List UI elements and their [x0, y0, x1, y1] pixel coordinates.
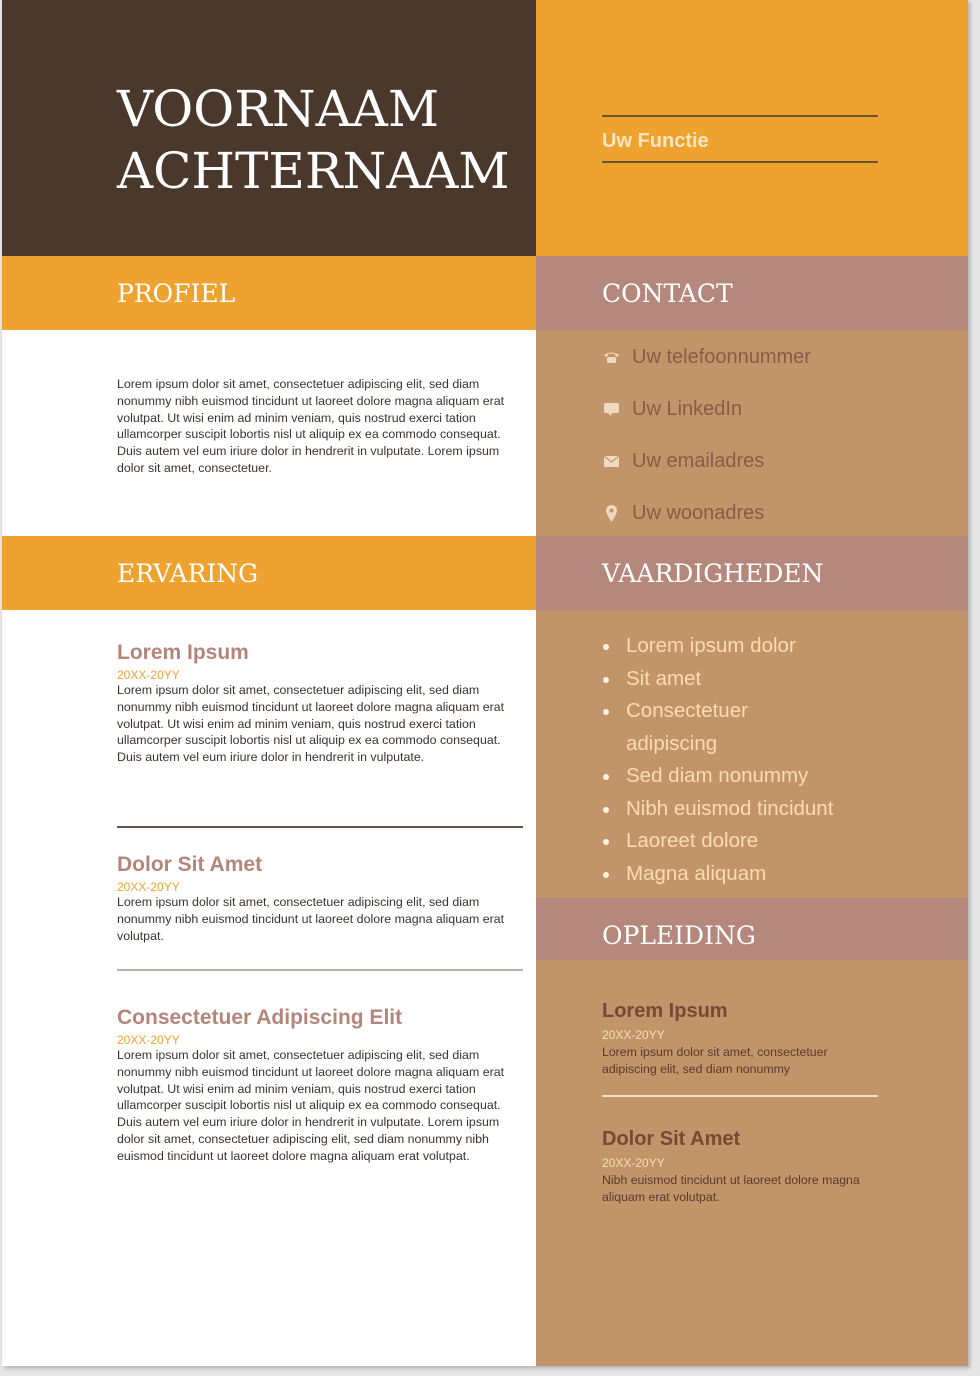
- contact-linkedin-text: Uw LinkedIn: [632, 398, 743, 420]
- contact-email-text: Uw emailadres: [632, 450, 765, 472]
- education-item-text: Lorem ipsum dolor sit amet, consectetuer adipiscing elit, sed diam nonummy: [602, 1045, 828, 1076]
- skills-list: [602, 630, 892, 890]
- experience-item-text: Lorem ipsum dolor sit amet, consectetuer adipiscing elit, sed diam nonummy nibh euismod tincidunt ut laoreet dolore magna aliquam erat volutpat. Ut wisi enim ad minim veniam, quis nostrud exerci tation ullamcorper suscipit lobortis nisl ut aliquip ex ea commodo consequat. Duis autem vel eum iriure dolor in hendrerit in vulputate.: [117, 683, 505, 765]
- skills-header: [536, 536, 968, 610]
- experience-item-title: Consectetuer Adipiscing Elit: [117, 1006, 403, 1029]
- phone-icon: [602, 348, 620, 366]
- education-title: OPLEIDING: [602, 921, 756, 950]
- resume-page: [2, 0, 968, 1366]
- envelope-icon: [602, 452, 620, 470]
- contact-phone-text: Uw telefoonnummer: [632, 346, 811, 368]
- profile-header: [2, 256, 536, 330]
- contact-title: CONTACT: [602, 279, 733, 308]
- skill-item: Consectetuer adipiscing: [602, 695, 816, 760]
- skill-item: Sed diam nonummy: [602, 760, 892, 793]
- education-item-date: 20XX-20YY: [602, 1156, 665, 1170]
- contact-phone: [602, 343, 811, 371]
- education-item-title: Dolor Sit Amet: [602, 1128, 741, 1150]
- skill-item: Laoreet dolore: [602, 825, 892, 858]
- experience-title: ERVARING: [117, 559, 259, 588]
- education-item-text: Nibh euismod tincidunt ut laoreet dolore magna aliquam erat volutpat.: [602, 1173, 860, 1204]
- skill-item: Lorem ipsum dolor: [602, 630, 892, 663]
- skill-item: Magna aliquam: [602, 858, 892, 891]
- chat-icon: [602, 400, 620, 418]
- experience-header: [2, 536, 536, 610]
- experience-item-text: Lorem ipsum dolor sit amet, consectetuer adipiscing elit, sed diam nonummy nibh euismod tincidunt ut laoreet dolore magna aliquam erat volutpat. Ut wisi enim ad minim veniam, quis nostrud exerci tation ullamcorper suscipit lobortis nisl ut aliquip ex ea commodo consequat. Duis autem vel eum iriure dolor in hendrerit in vulputate. Lorem ipsum dolor sit amet, consectetuer adipiscing elit, sed diam nonummy nibh euismod tincidunt ut laoreet dolore magna aliquam erat volutpat.: [117, 1048, 505, 1163]
- function-block: [536, 0, 968, 256]
- experience-item-date: 20XX-20YY: [117, 880, 180, 894]
- function-bottom-rule: [602, 161, 878, 163]
- contact-header: [536, 256, 968, 330]
- name-block: [2, 0, 536, 256]
- function-top-rule: [602, 115, 878, 117]
- experience-item-text: Lorem ipsum dolor sit amet, consectetuer adipiscing elit, sed diam nonummy nibh euismod tincidunt ut laoreet dolore magna aliquam erat volutpat.: [117, 895, 505, 943]
- experience-item: [117, 852, 522, 944]
- contact-address: [602, 499, 764, 527]
- education-item: [602, 998, 882, 1078]
- job-function: Uw Functie: [602, 130, 709, 152]
- education-divider: [602, 1095, 878, 1097]
- full-name: [117, 78, 510, 202]
- education-item: [602, 1126, 882, 1206]
- experience-item-title: Lorem Ipsum: [117, 641, 249, 664]
- experience-item-title: Dolor Sit Amet: [117, 853, 263, 876]
- contact-linkedin: [602, 395, 742, 423]
- first-name: VOORNAAM: [117, 80, 440, 138]
- education-item-title: Lorem Ipsum: [602, 1000, 728, 1022]
- education-item-date: 20XX-20YY: [602, 1028, 665, 1042]
- profile-title: PROFIEL: [117, 279, 236, 308]
- experience-divider: [117, 826, 523, 828]
- location-pin-icon: [602, 504, 620, 522]
- experience-item-date: 20XX-20YY: [117, 1033, 180, 1047]
- experience-divider: [117, 969, 523, 971]
- last-name: ACHTERNAAM: [117, 142, 510, 200]
- skill-item: Sit amet: [602, 663, 892, 696]
- contact-address-text: Uw woonadres: [632, 502, 765, 524]
- experience-item: [117, 1005, 522, 1165]
- skill-item: Nibh euismod tincidunt: [602, 793, 892, 826]
- experience-item-date: 20XX-20YY: [117, 668, 180, 682]
- profile-text: Lorem ipsum dolor sit amet, consectetuer adipiscing elit, sed diam nonummy nibh euismod tincidunt ut laoreet dolore magna aliquam erat volutpat. Ut wisi enim ad minim veniam, quis nostrud exerci tation ullamcorper suscipit lobortis nisl ut aliquip ex ea commodo consequat. Duis autem vel eum iriure dolor in hendrerit in vulputate. Lorem ipsum dolor sit amet, consectetuer.: [117, 377, 505, 475]
- contact-email: [602, 447, 764, 475]
- skills-title: VAARDIGHEDEN: [602, 559, 824, 588]
- experience-item: [117, 640, 522, 766]
- education-header: [536, 898, 968, 960]
